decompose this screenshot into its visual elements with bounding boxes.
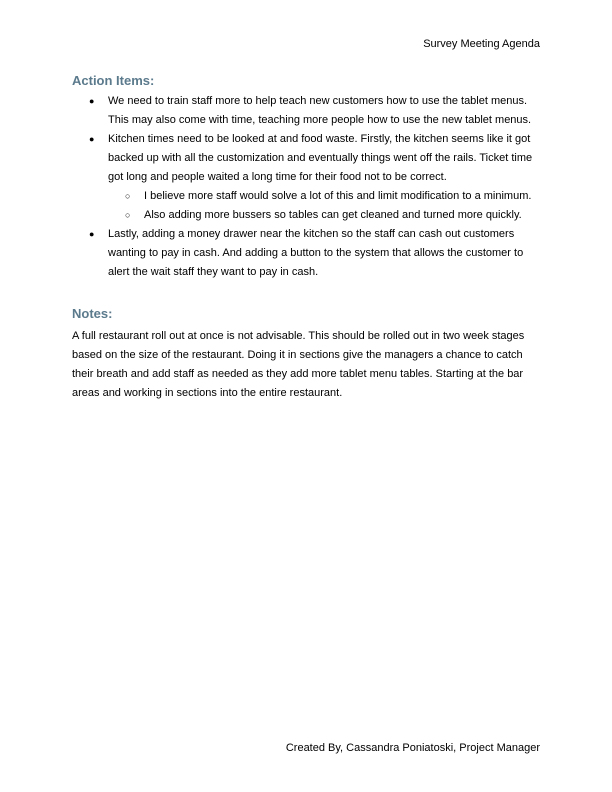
action-item-text: Lastly, adding a money drawer near the kitchen so the staff can cash out customers wanting to pay in cash. And adding a button to the system that allows the customer to alert the wait staff they want to pay in cash.: [108, 228, 524, 278]
bullet-icon: ●: [89, 96, 95, 106]
action-item: [72, 130, 542, 225]
bullet-icon: ●: [89, 134, 95, 144]
action-item: [72, 225, 542, 282]
action-sub-item: [108, 206, 542, 225]
action-sub-item-text: I believe more staff would solve a lot of this and limit modification to a minimum.: [144, 190, 532, 202]
action-items-list: [72, 92, 542, 282]
action-sub-item: [108, 187, 542, 206]
hollow-bullet-icon: ○: [125, 210, 131, 220]
action-sub-item-text: Also adding more bussers so tables can get cleaned and turned more quickly.: [144, 209, 522, 221]
notes-heading: Notes:: [72, 306, 113, 321]
notes-body: A full restaurant roll out at once is not advisable. This should be rolled out in two week stages based on the size of the restaurant. Doing it in sections give the managers a chance to catch their breath and add staff as needed as they add more tablet menu tables. Starting at the bar areas and working in sections into the entire restaurant.: [72, 330, 525, 399]
action-item-text: We need to train staff more to help teach new customers how to use the tablet menus. This may also come with time, teaching more people how to use the new tablet menus.: [108, 95, 532, 126]
page-header-title: Survey Meeting Agenda: [423, 38, 540, 50]
action-item: [72, 92, 542, 130]
action-item-text: Kitchen times need to be looked at and food waste. Firstly, the kitchen seems like it got backed up with all the customization and eventually things went off the rails. Ticket time got long and people waited a long time for their food not to be correct.: [108, 133, 533, 183]
bullet-icon: ●: [89, 229, 95, 239]
hollow-bullet-icon: ○: [125, 191, 131, 201]
action-items-heading: Action Items:: [72, 73, 155, 88]
action-sub-list: [108, 187, 542, 225]
page-footer-credit: Created By, Cassandra Poniatoski, Project Manager: [285, 742, 540, 754]
